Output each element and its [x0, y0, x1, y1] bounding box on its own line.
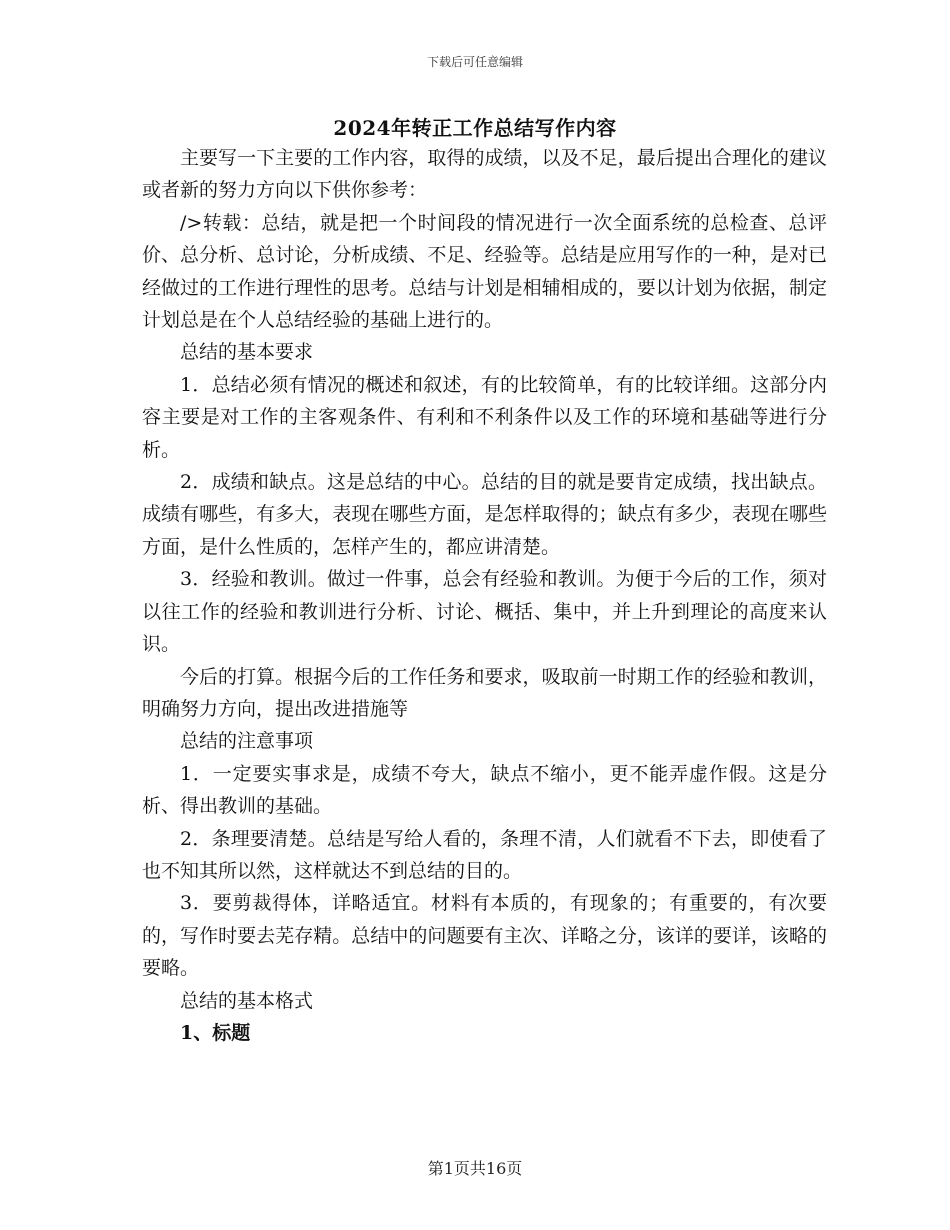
section-heading-notes: 总结的注意事项 — [180, 730, 314, 753]
page-indicator: 第1页共16页 — [427, 1159, 523, 1178]
download-note: 下载后可任意编辑 — [426, 55, 523, 69]
section-heading-basic-requirements: 总结的基本要求 — [180, 341, 314, 364]
paragraph-note-2: 2．条理要清楚。总结是写给人看的，条理不清，人们就看不下去，即使看了也不知其所以然，这样就达不到总结的目的。 — [142, 827, 827, 882]
subheading-title: 1、标题 — [180, 1021, 251, 1044]
paragraph-intro: 主要写一下主要的工作内容，取得的成绩，以及不足，最后提出合理化的建议或者新的努力方向以下供你参考： — [142, 147, 827, 202]
document-title: 2024年转正工作总结写作内容 — [333, 116, 617, 140]
paragraph-note-3: 3．要剪裁得体，详略适宜。材料有本质的，有现象的；有重要的，有次要的，写作时要去芜存精。总结中的问题要有主次、详略之分，该详的要详，该略的要略。 — [142, 892, 827, 980]
document-body — [142, 142, 827, 1049]
paragraph-requirement-3: 3．经验和教训。做过一件事，总会有经验和教训。为便于今后的工作，须对以往工作的经验和教训进行分析、讨论、概括、集中，并上升到理论的高度来认识。 — [142, 568, 827, 656]
paragraph-requirement-2: 2．成绩和缺点。这是总结的中心。总结的目的就是要肯定成绩，找出缺点。成绩有哪些，有多大，表现在哪些方面，是怎样取得的；缺点有多少，表现在哪些方面，是什么性质的，怎样产生的，都应讲清楚。 — [142, 471, 827, 558]
paragraph-definition: />转载：总结，就是把一个时间段的情况进行一次全面系统的总检查、总评价、总分析、总讨论，分析成绩、不足、经验等。总结是应用写作的一种，是对已经做过的工作进行理性的思考。总结与计划是相辅相成的，要以计划为依据，制定计划总是在个人总结经验的基础上进行的。 — [142, 211, 827, 332]
paragraph-note-1: 1．一定要实事求是，成绩不夸大，缺点不缩小，更不能弄虚作假。这是分析、得出教训的基础。 — [142, 762, 827, 818]
paragraph-future-plans: 今后的打算。根据今后的工作任务和要求，吸取前一时期工作的经验和教训，明确努力方向，提出改进措施等 — [142, 665, 827, 720]
section-heading-format: 总结的基本格式 — [180, 989, 314, 1012]
paragraph-requirement-1: 1．总结必须有情况的概述和叙述，有的比较简单，有的比较详细。这部分内容主要是对工作的主客观条件、有利和不利条件以及工作的环境和基础等进行分析。 — [142, 373, 827, 461]
